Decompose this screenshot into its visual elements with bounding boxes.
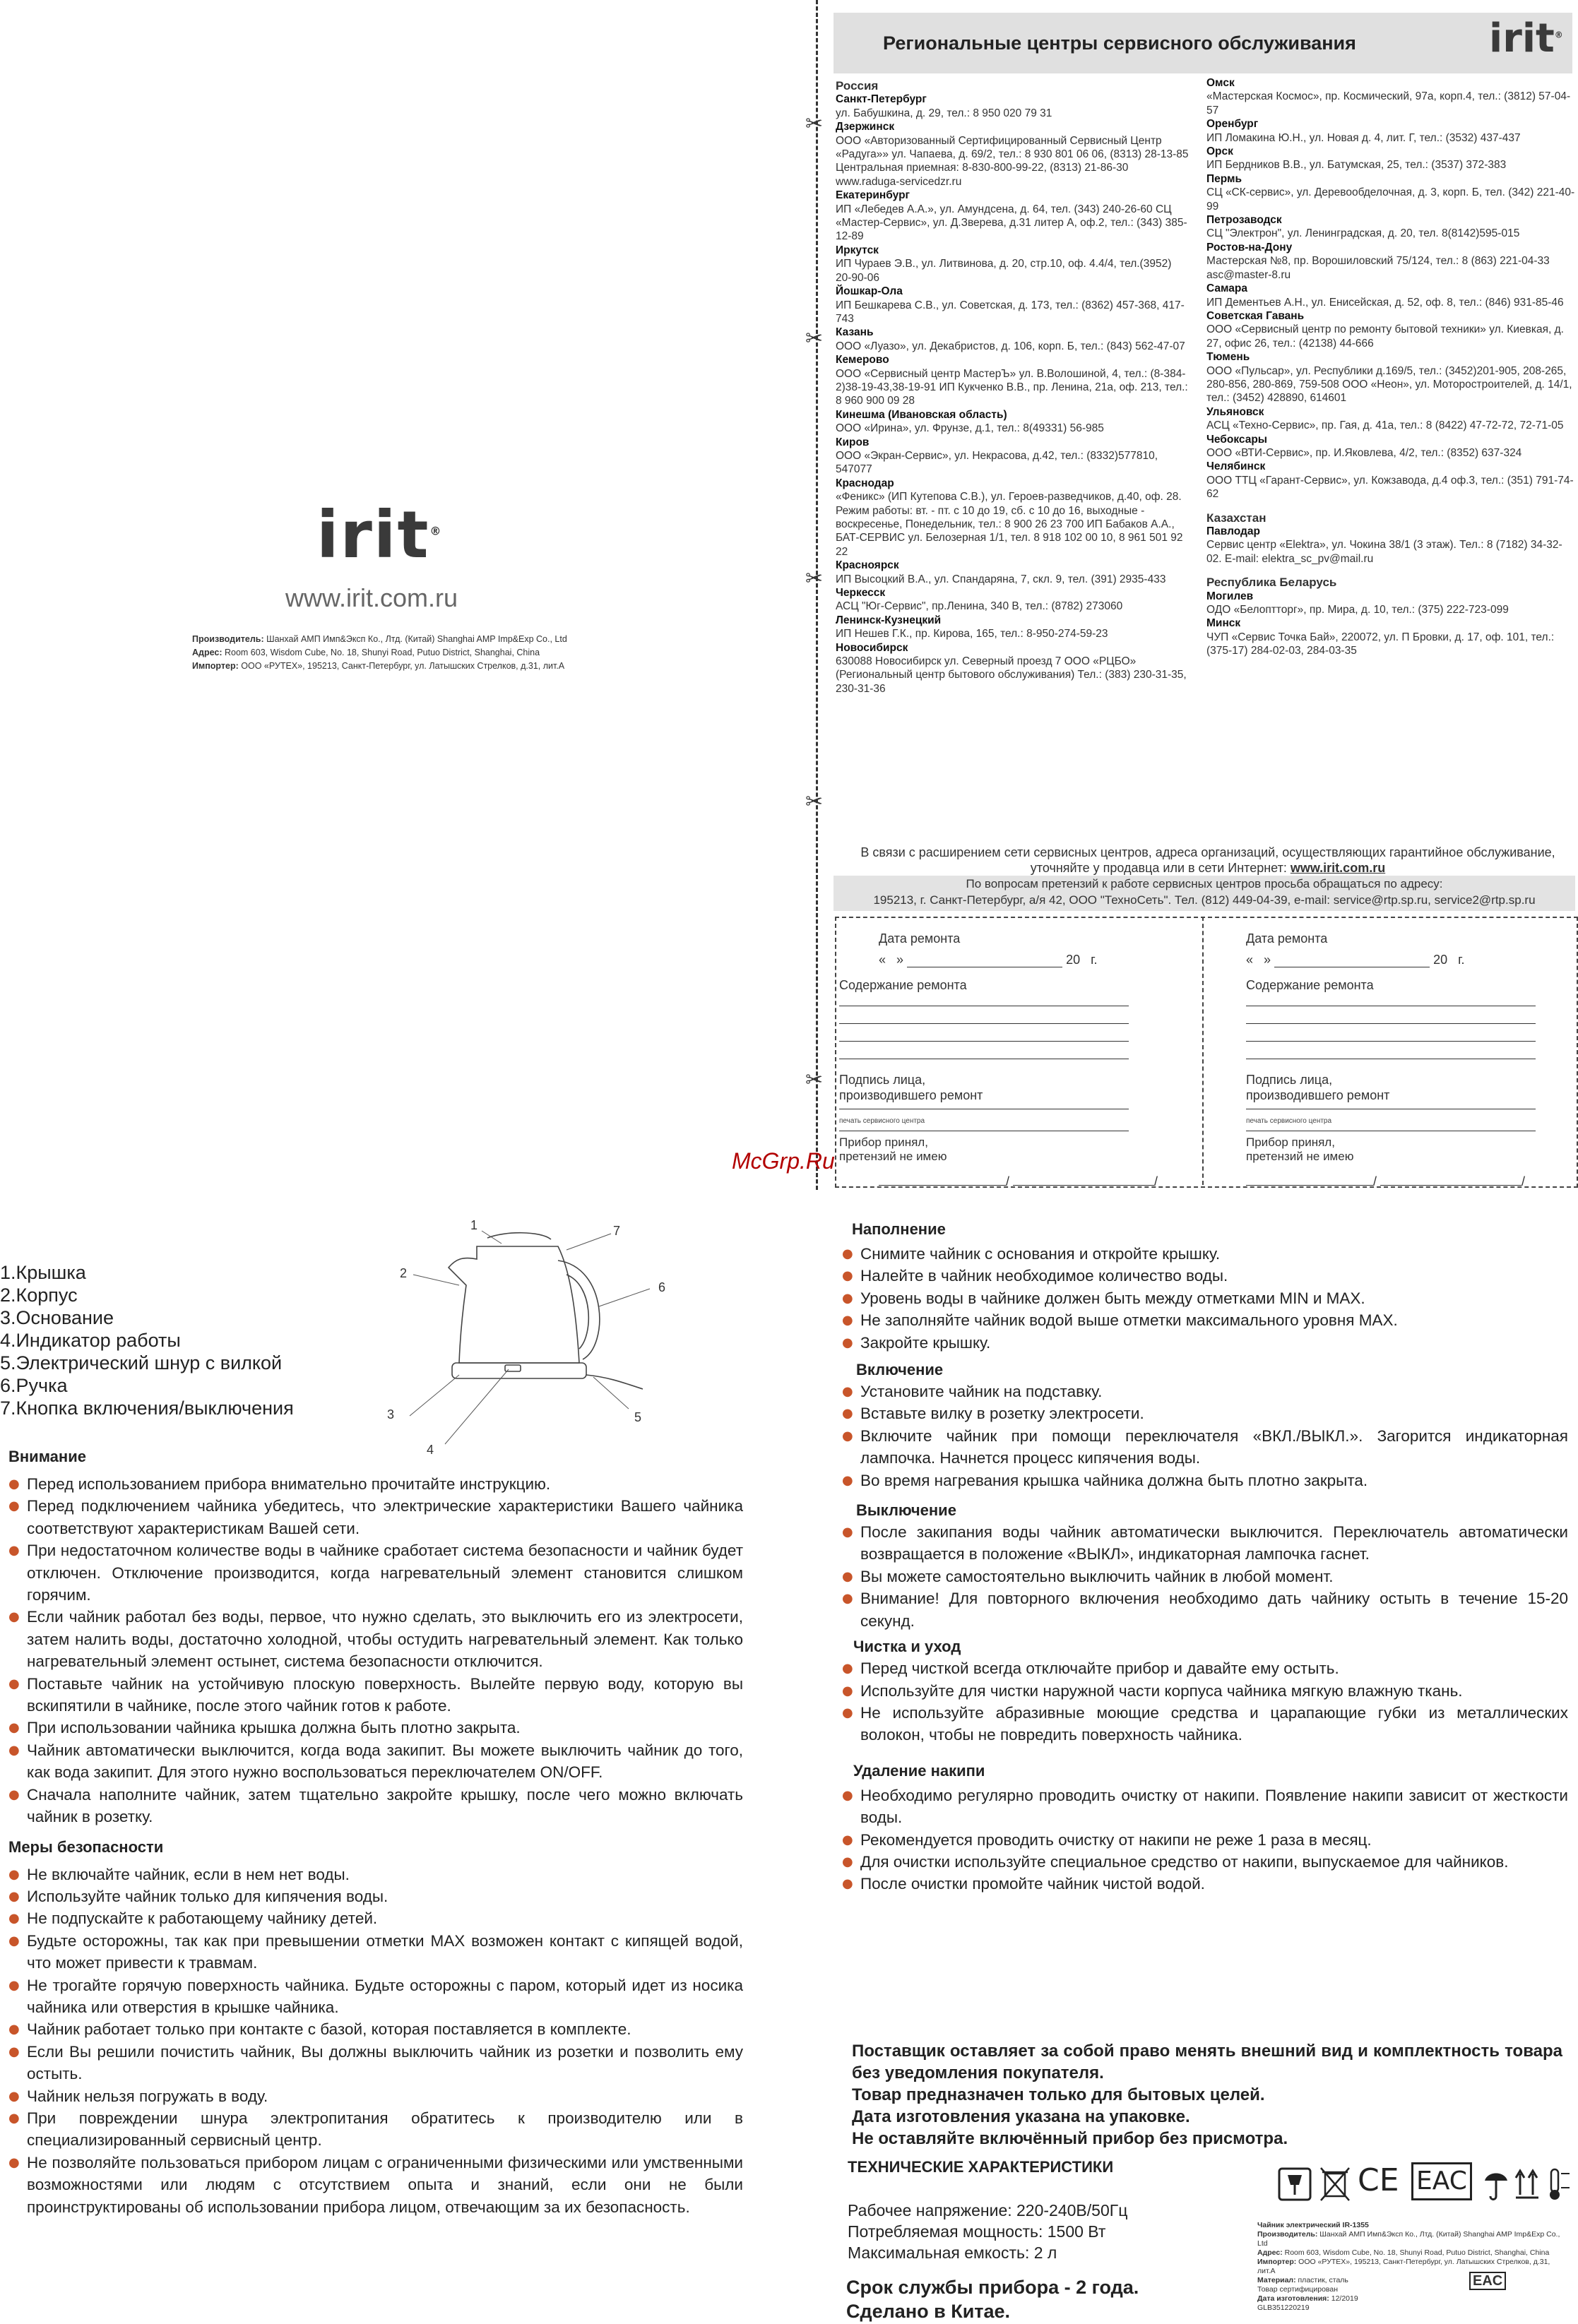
- service-address: СЦ «СК-сервис», ул. Деревообделочная, д. 3, корп. Б, тел. (342) 221-40-99: [1206, 186, 1575, 213]
- service-address: ООО «Экран-Сервис», ул. Некрасова, д.42, тел.: (8332)577810, 547077: [836, 449, 1158, 476]
- spec-voltage: Рабочее напряжение: 220-240В/50Гц: [848, 2201, 1128, 2219]
- service-city: Могилев: [1206, 590, 1254, 602]
- spec-capacity: Максимальная емкость: 2 л: [848, 2243, 1057, 2262]
- switch-on-title: Включение: [856, 1361, 944, 1379]
- switch-off-title: Выключение: [856, 1501, 956, 1520]
- bullet-item: ● Перед чисткой всегда отключайте прибор и давайте ему остыть.: [842, 1657, 1568, 1679]
- bullet-item: ● При недостаточном количестве воды в чайнике сработает система безопасности и чайник будет отключен. Отключение производится, когда нагревательный элемент становится слишком горячим.: [8, 1539, 743, 1606]
- bullet-item: ● Не подпускайте к работающему чайнику детей.: [8, 1907, 743, 1929]
- service-title: Региональные центры сервисного обслуживания: [883, 32, 1356, 54]
- part-item: 4.Индикатор работы: [0, 1330, 181, 1351]
- accepted-label: Прибор принял, претензий не имею: [1246, 1136, 1354, 1163]
- kettle-handle: [558, 1261, 600, 1359]
- service-city: Петрозаводск: [1206, 214, 1282, 227]
- bullet-item: ● Если Вы решили почистить чайник, Вы должны выключить чайник из розетки и позволить ему остыть.: [8, 2041, 743, 2085]
- stamp-label: печать сервисного центра: [839, 1117, 925, 1125]
- service-header: [834, 13, 1572, 73]
- website: www.irit.com.ru: [285, 583, 458, 612]
- service-city: Красноярск: [836, 559, 899, 572]
- product-label: Чайник электрический IR-1355 Производитель: Шанхай АМП Имп&Эксп Ко., Лтд. (Китай) Shanghai AMP Imp&Exp Co., Ltd Адрес: Room 603, Wisdom Cube, No. 18, Shunyi Road, Putuo District, Shanghai, China Импортер: ООО «РУТЕХ», 195213, Санкт-Петербург, ул. Латышских Стрелков, д.31, лит.А Материал: пластик, сталь Товар сертифицирован Дата изготовления: 12/2019 GLB351220219 EAC: [1257, 2221, 1560, 2312]
- parts-list: [0, 1261, 353, 1419]
- repair-coupon-2: [1206, 931, 1553, 1189]
- supplier-line: Товар предназначен только для бытовых целей.: [852, 2085, 1265, 2104]
- power-cord: [586, 1375, 643, 1389]
- supplier-line: Дата изготовления указана на упаковке.: [852, 2107, 1190, 2126]
- service-city: Екатеринбург: [836, 189, 910, 202]
- maker-info: Производитель: Шанхай АМП Имп&Эксп Ко., Лтд. (Китай) Shanghai AMP Imp&Exp Co., Ltd Адрес: Room 603, Wisdom Cube, No. 18, Shunyi Road, Putuo District, Shanghai, China Импортер: ООО «РУТЕХ», 195213, Санкт-Петербург, ул. Латышских Стрелков, д.31, лит.А: [192, 634, 567, 671]
- service-city: Санкт-Петербург: [836, 93, 927, 106]
- kettle-diagram: [381, 1218, 692, 1458]
- eac-mark-small: EAC: [1469, 2272, 1506, 2290]
- bullet-item: ● Используйте чайник только для кипячения воды.: [8, 1885, 743, 1907]
- spec-power: Потребляемая мощность: 1500 Вт: [848, 2222, 1106, 2241]
- descaling-list: [842, 1784, 1568, 1895]
- service-city: Орск: [1206, 145, 1233, 158]
- bullet-item: ● Не включайте чайник, если в нем нет воды.: [8, 1864, 743, 1885]
- service-city: Ульяновск: [1206, 405, 1264, 418]
- service-city: Ростов-на-Дону: [1206, 241, 1293, 254]
- service-city: Тюмень: [1206, 351, 1250, 364]
- service-address: ИП Ломакина Ю.Н., ул. Новая д. 4, лит. Г, тел.: (3532) 437-437: [1206, 131, 1521, 144]
- part-item: 2.Корпус: [0, 1285, 78, 1306]
- bullet-item: ● Включите чайник при помощи переключателя «ВКЛ./ВЫКЛ.». Загорится индикаторная лампочка. Начнется процесс кипячения воды.: [842, 1425, 1568, 1470]
- diagram-label-1: 1: [470, 1218, 478, 1232]
- service-address: 630088 Новосибирск ул. Северный проезд 7 ООО «РЦБО» (Региональный центр бытового обслуживания) Тел.: (383) 230-31-35, 230-31-36: [836, 655, 1187, 695]
- supplier-line: Поставщик оставляет за собой право менять внешний вид и комплектность товара без уведомления покупателя.: [852, 2042, 1562, 2082]
- service-address: ИП Нешев Г.К., пр. Кирова, 165, тел.: 8-950-274-59-23: [836, 628, 1108, 640]
- irit-logo-small: irit®: [1489, 16, 1563, 61]
- kettle-lid: [487, 1233, 551, 1239]
- service-life: Срок службы прибора - 2 года. Сделано в Китае.: [846, 2277, 1139, 2322]
- part-item: 1.Крышка: [0, 1262, 86, 1283]
- bullet-item: ● Чайник автоматически выключится, когда вода закипит. Вы можете выключить чайник до того, как вода закипит. Для этого нужно воспользоваться переключателем ON/OFF.: [8, 1739, 743, 1784]
- arrows-up-icon: [1514, 2167, 1540, 2202]
- cleaning-title: Чистка и уход: [853, 1638, 961, 1656]
- service-address: ИП Бердников В.В., ул. Батумская, 25, тел.: (3537) 372-383: [1206, 159, 1507, 172]
- bullet-item: ● Чайник нельзя погружать в воду.: [8, 2085, 743, 2107]
- watermark: McGrp.Ru: [732, 1148, 835, 1174]
- umbrella-icon: [1482, 2167, 1510, 2202]
- service-city: Краснодар: [836, 477, 894, 489]
- certification-marks: [1277, 2162, 1574, 2205]
- service-city: Омск: [1206, 77, 1235, 89]
- fragile-icon: [1277, 2167, 1312, 2202]
- safety-list: [8, 1864, 743, 2219]
- repair-line[interactable]: [839, 1023, 1129, 1024]
- service-city: Челябинск: [1206, 460, 1266, 473]
- bullet-item: ● Вставьте вилку в розетку электросети.: [842, 1402, 1568, 1424]
- irit-logo: irit®: [316, 497, 443, 573]
- service-address: «Феникс» (ИП Кутепова С.В.), ул. Героев-разведчиков, д.40, оф. 28. Режим работы: вт. - пт. с 10 до 19, сб. с 10 до 16, выходные - воскресенье, Понедельник, тел.: 8 900 26 23 700 ИП Бабаков А.А., БАТ-СЕРВИС ул. Белозерная 1/1, тел. 8 918 102 00 10, 8 961 501 92 22: [836, 491, 1183, 558]
- bullet-item: ● Для очистки используйте специальное средство от накипи, выпускаемое для чайников.: [842, 1851, 1568, 1873]
- specs-title: ТЕХНИЧЕСКИЕ ХАРАКТЕРИСТИКИ: [848, 2158, 1114, 2176]
- service-city: Оренбург: [1206, 118, 1259, 131]
- repair-line[interactable]: [839, 1041, 1129, 1042]
- diagram-label-6: 6: [658, 1280, 666, 1294]
- service-address: Мастерская №8, пр. Ворошиловский 75/124, тел.: 8 (863) 221-04-33 asc@master-8.ru: [1206, 255, 1550, 281]
- filling-list: [842, 1243, 1568, 1354]
- signature-label: Подпись лица, производившего ремонт: [1246, 1073, 1390, 1102]
- bullet-item: ● Сначала наполните чайник, затем тщательно закройте крышку, после чего можно включать чайник в розетку.: [8, 1784, 743, 1828]
- scissors-icon: ✂: [805, 1068, 824, 1092]
- service-address: АСЦ «Техно-Сервис», пр. Гая, д. 41а, тел.: 8 (8422) 47-72-72, 72-71-05: [1206, 419, 1564, 432]
- descaling-title: Удаление накипи: [853, 1761, 985, 1780]
- stamp-label: печать сервисного центра: [1246, 1117, 1332, 1125]
- claims-band: По вопросам претензий к работе сервисных центров просьба обращаться по адресу: 195213, г. Санкт-Петербург, а/я 42, ООО "ТехноСеть". Тел. (812) 449-04-39, e-mail: service@rtp.sp.ru, service2@rtp.sp.ru: [834, 876, 1575, 911]
- service-address: ООО «Авторизованный Сертифицированный Сервисный Центр «Радуга»» ул. Чапаева, д. 69/2, тел.: 8 930 801 06 06, (8313) 28-13-85 Центральная приемная: 8-830-800-99-22, (8313) 21-86-30 www.raduga-servicedzr.ru: [836, 134, 1189, 188]
- service-notice: В связи с расширением сети сервисных центров, адреса организаций, осуществляющих гарантийное обслуживание, уточняйте у продавца или в сети Интернет: www.irit.com.ru: [860, 845, 1555, 875]
- service-address: ИП Высоцкий В.А., ул. Спандаряна, 7, скл. 9, тел. (391) 2935-433: [836, 573, 1166, 585]
- service-address: ООО ТТЦ «Гарант-Сервис», ул. Кожзавода, д.4 оф.3, тел.: (351) 791-74-62: [1206, 474, 1574, 501]
- bullet-item: ● Рекомендуется проводить очистку от накипи не реже 1 раза в месяц.: [842, 1829, 1568, 1851]
- bullet-item: ● Будьте осторожны, так как при превышении отметки MAX возможен контакт с кипящей водой, что может привести к травмам.: [8, 1930, 743, 1974]
- diagram-label-4: 4: [427, 1443, 434, 1457]
- service-city: Йошкар-Ола: [836, 285, 903, 298]
- diagram-label-3: 3: [387, 1407, 395, 1422]
- bullet-item: ● Во время нагревания крышка чайника должна быть плотно закрыта.: [842, 1470, 1568, 1491]
- eac-mark: EAC: [1411, 2162, 1472, 2200]
- country-heading: Россия: [836, 79, 879, 93]
- part-item: 3.Основание: [0, 1307, 114, 1328]
- service-city: Чебоксары: [1206, 433, 1268, 446]
- bullet-item: ● Внимание! Для повторного включения необходимо дать чайнику остыть в течение 15-20 секунд.: [842, 1587, 1568, 1632]
- service-list-right: [1206, 76, 1575, 658]
- service-address: ООО «Луазо», ул. Декабристов, д. 106, корп. Б, тел.: (843) 562-47-07: [836, 340, 1185, 352]
- repair-date-label: Дата ремонта: [1246, 931, 1328, 946]
- bullet-item: ● Снимите чайник с основания и откройте крышку.: [842, 1243, 1568, 1265]
- service-address: ОДО «Белоптторг», пр. Мира, д. 10, тел.: (375) 222-723-099: [1206, 604, 1509, 616]
- filling-title: Наполнение: [852, 1220, 946, 1238]
- service-city: Черкесск: [836, 587, 886, 600]
- supplier-line: Не оставляйте включённый прибор без присмотра.: [852, 2129, 1288, 2148]
- bullet-item: ● Установите чайник на подставку.: [842, 1381, 1568, 1402]
- repair-content-label: Содержание ремонта: [1246, 978, 1374, 992]
- supplier-notice: [852, 2040, 1562, 2150]
- safety-title: Меры безопасности: [8, 1837, 164, 1856]
- accepted-label: Прибор принял, претензий не имею: [839, 1136, 947, 1163]
- diagram-label-5: 5: [634, 1410, 642, 1424]
- service-address: ИП Бешкарева С.В., ул. Советская, д. 173, тел.: (8362) 457-368, 417-743: [836, 299, 1185, 325]
- service-address: ООО «Сервисный центр МастерЪ» ул. В.Волошиной, 4, тел.: (8-384-2)38-19-43,38-19-91 ИП Кукченко В.В., пр. Ленина, 21а, оф. 213, тел.: 8 960 900 09 28: [836, 367, 1188, 407]
- repair-line[interactable]: [1246, 1023, 1536, 1024]
- service-city: Кемерово: [836, 354, 889, 367]
- scissors-icon: ✂: [805, 789, 824, 814]
- weee-bin-icon: [1319, 2165, 1351, 2203]
- diagram-label-2: 2: [400, 1266, 408, 1280]
- bullet-item: ● Необходимо регулярно проводить очистку от накипи. Появление накипи зависит от жесткости воды.: [842, 1784, 1568, 1829]
- accepted-sign-field[interactable]: / /: [879, 1174, 1185, 1189]
- bullet-item: ● Уровень воды в чайнике должен быть между отметками MIN и MAX.: [842, 1287, 1568, 1309]
- kettle-body: [449, 1246, 579, 1363]
- service-city: Кинешма (Ивановская область): [836, 408, 1007, 421]
- bullet-item: ● Если чайник работал без воды, первое, что нужно сделать, это выключить его из электросети, затем налить воды, достаточно холодной, чтобы остудить нагревательный элемент. Как только нагревательный элемент остынет, система безопасности отключится.: [8, 1606, 743, 1672]
- service-address: ООО «Сервисный центр по ремонту бытовой техники» ул. Киевкая, д. 27, офис 26, тел.: (42138) 44-666: [1206, 323, 1564, 350]
- service-address: ИП «Лебедев А.А.», ул. Амундсена, д. 64, тел. (343) 240-26-60 СЦ «Мастер-Сервис», ул. Д.Зверева, д.31 литер А, оф.2, тел.: (343) 385-12-89: [836, 203, 1187, 243]
- service-address: ИП Чураев Э.В., ул. Литвинова, д. 20, стр.10, оф. 4.4/4, тел.(3952) 20-90-06: [836, 258, 1172, 284]
- service-city: Казань: [836, 326, 874, 339]
- service-city: Минск: [1206, 617, 1241, 630]
- switch-off-list: [842, 1521, 1568, 1632]
- repair-date-label: Дата ремонта: [879, 931, 961, 946]
- bullet-item: ● Не позволяйте пользоваться прибором лицам с ограниченными физическими или умственными возможностями или людям с отсутствием опыта и знаний, если они не были проинструктированы об использовании прибора лицом, отвечающим за их безопасность.: [8, 2152, 743, 2218]
- service-city: Павлодар: [1206, 525, 1260, 537]
- notice-link[interactable]: www.irit.com.ru: [1290, 861, 1386, 875]
- bullet-item: ● При повреждении шнура электропитания обратитесь к производителю или в специализированный сервисный центр.: [8, 2107, 743, 2152]
- service-list-left: [836, 76, 1189, 696]
- scissors-icon: ✂: [805, 112, 824, 136]
- service-address: ООО «ВТИ-Сервис», пр. И.Яковлева, 4/2, тел.: (8352) 637-324: [1206, 446, 1522, 459]
- service-address: ул. Бабушкина, д. 29, тел.: 8 950 020 79 31: [836, 107, 1052, 119]
- service-address: ЧУП «Сервис Точка Бай», 220072, ул. П Бровки, д. 17, оф. 101, тел.: (375-17) 284-02-03, 284-03-35: [1206, 631, 1555, 657]
- right-instructions: [842, 1220, 1568, 1895]
- cut-line: [816, 0, 818, 1190]
- service-city: Иркутск: [836, 244, 879, 256]
- bullet-item: ● Чайник работает только при контакте с базой, которая поставляется в комплекте.: [8, 2018, 743, 2040]
- part-item: 5.Электрический шнур с вилкой: [0, 1352, 283, 1373]
- attention-list: [8, 1473, 743, 1828]
- scissors-icon: ✂: [805, 326, 824, 351]
- bullet-item: ● Не заполняйте чайник водой выше отметки максимального уровня MAX.: [842, 1309, 1568, 1331]
- bullet-item: ● Используйте для чистки наружной части корпуса чайника мягкую влажную ткань.: [842, 1680, 1568, 1702]
- scissors-icon: ✂: [805, 566, 824, 591]
- part-item: 6.Ручка: [0, 1375, 68, 1396]
- repair-date-field[interactable]: « » 20 г.: [879, 953, 1098, 967]
- part-item: 7.Кнопка включения/выключения: [0, 1398, 294, 1419]
- service-city: Советская Гавань: [1206, 309, 1305, 322]
- service-address: ИП Дементьев А.Н., ул. Енисейская, д. 52, оф. 8, тел.: (846) 931-85-46: [1206, 296, 1564, 309]
- service-city: Дзержинск: [836, 121, 895, 133]
- bullet-item: ● Закройте крышку.: [842, 1332, 1568, 1354]
- repair-coupon-1: [839, 931, 1185, 1189]
- bullet-item: ● При использовании чайника крышка должна быть плотно закрыта.: [8, 1717, 743, 1739]
- service-city: Самара: [1206, 282, 1247, 295]
- cleaning-list: [842, 1657, 1568, 1746]
- repair-content-label: Содержание ремонта: [839, 978, 967, 992]
- bullet-item: ● Перед использованием прибора внимательно прочитайте инструкцию.: [8, 1473, 743, 1495]
- service-city: Пермь: [1206, 172, 1242, 185]
- country-heading: Казахстан: [1206, 511, 1266, 525]
- service-city: Ленинск-Кузнецкий: [836, 614, 942, 626]
- service-address: «Мастерская Космос», пр. Космический, 97а, корп.4, тел.: (3812) 57-04-57: [1206, 90, 1571, 117]
- bullet-item: ● После закипания воды чайник автоматически выключится. Переключатель автоматически возвращается в положение «ВЫКЛ», индикаторная лампочка гаснет.: [842, 1521, 1568, 1566]
- service-city: Киров: [836, 436, 870, 448]
- bullet-item: ● После очистки промойте чайник чистой водой.: [842, 1873, 1568, 1895]
- specs-list: [848, 2200, 1215, 2263]
- repair-line[interactable]: [1246, 1041, 1536, 1042]
- left-instructions: [8, 1448, 743, 2218]
- service-address: ООО «Пульсар», ул. Республики д.169/5, тел.: (3452)201-905, 208-265, 280-856, 280-869, 759-508 ООО «Неон», ул. Моторостроителей, д. 14/1, тел.: (3452) 428890, 614601: [1206, 364, 1572, 405]
- country-heading: Республика Беларусь: [1206, 576, 1337, 590]
- signature-label: Подпись лица, производившего ремонт: [839, 1073, 983, 1102]
- repair-date-field[interactable]: « » 20 г.: [1246, 953, 1465, 967]
- attention-title: Внимание: [8, 1448, 86, 1465]
- switch-on-list: [842, 1381, 1568, 1491]
- bullet-item: ● Налейте в чайник необходимое количество воды.: [842, 1265, 1568, 1287]
- service-address: Сервис центр «Elektra», ул. Чокина 38/1 (3 этаж). Тел.: 8 (7182) 34-32-02. E-mail: elektra_sc_pv@mail.ru: [1206, 539, 1562, 565]
- bullet-item: ● Перед подключением чайника убедитесь, что электрические характеристики Вашего чайника соответствуют характеристикам Вашей сети.: [8, 1495, 743, 1539]
- service-city: Новосибирск: [836, 641, 908, 654]
- diagram-label-7: 7: [613, 1224, 621, 1238]
- service-address: СЦ "Электрон", ул. Ленинградская, д. 20, тел. 8(8142)595-015: [1206, 227, 1520, 240]
- accepted-sign-field[interactable]: / /: [1246, 1174, 1553, 1189]
- bullet-item: ● Не используйте абразивные моющие средства и царапающие губки из металлических волокон, чтобы не повредить поверхность чайника.: [842, 1702, 1568, 1746]
- ce-mark: CE: [1358, 2162, 1399, 2198]
- bullet-item: ● Не трогайте горячую поверхность чайника. Будьте осторожны с паром, который идет из носика чайника или отверстия в крышке чайника.: [8, 1974, 743, 2019]
- bullet-item: ● Вы можете самостоятельно выключить чайник в любой момент.: [842, 1566, 1568, 1587]
- coupon-divider: [1202, 917, 1204, 1185]
- service-address: АСЦ "Юг-Сервис", пр.Ленина, 340 В, тел.: (8782) 273060: [836, 600, 1123, 613]
- temperature-icon: [1544, 2167, 1572, 2202]
- bullet-item: ● Поставьте чайник на устойчивую плоскую поверхность. Вылейте первую воду, которую вы вскипятили в чайнике, после этого чайник готов к работе.: [8, 1673, 743, 1717]
- service-address: ООО «Ирина», ул. Фрунзе, д.1, тел.: 8(49331) 56-985: [836, 422, 1104, 435]
